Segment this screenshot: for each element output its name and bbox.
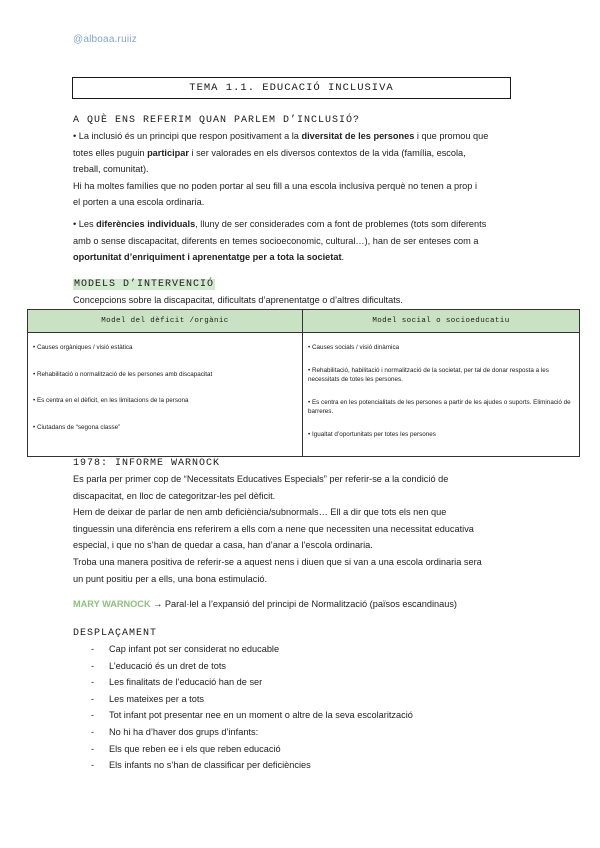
inclusion-line-1 (73, 128, 488, 145)
models-table (27, 309, 580, 457)
list-item: - Cap infant pot ser considerat no educable (91, 641, 413, 658)
displacement-heading: DESPLAÇAMENT (73, 628, 158, 639)
warnock-paragraph (73, 471, 482, 587)
inclusion-line-2 (73, 145, 488, 162)
deficit-item: • Causes orgàniques / visió estàtica (33, 344, 133, 351)
differences-line-1 (73, 216, 486, 233)
families-line-1: Hi ha moltes famílies que no poden portar al seu fill a una escola inclusiva perquè no tenen a prop i (73, 180, 477, 191)
inclusion-line-3: treball, comunitat). (73, 164, 149, 175)
section-heading-inclusio: A QUÈ ENS REFERIM QUAN PARLEM D’INCLUSIÓ? (73, 115, 361, 126)
list-item: - Els infants no s’han de classificar per deficiències (91, 757, 413, 774)
warnock-line: discapacitat, en lloc de categoritzar-les pel dèficit. (73, 490, 276, 501)
text-run: i ser valorades en els diversos contextos de la vida (família, escola, (188, 147, 466, 158)
bold-text: oportunitat d’enriquiment i aprenentatge per a tota la societat (73, 252, 342, 263)
social-item: • Causes socials / visió dinàmica (308, 344, 400, 351)
text-run: . (341, 252, 345, 263)
deficit-item: • Ciutadans de “segona classe” (33, 423, 121, 431)
warnock-line: Es parla per primer cop de “Necessitats Educatives Especials” per referir-se a la condició de (73, 474, 449, 484)
warnock-line: especial, i que no s’han de quedar a casa, han d’anar a l’escola ordinaria. (73, 540, 373, 551)
bold-text: diferències individuals (96, 219, 196, 229)
page-title: TEMA 1.1. EDUCACIÓ INCLUSIVA (72, 77, 511, 99)
text-run: i que promou que (414, 131, 489, 141)
deficit-item: • Rehabilitació o normalització de les persones amb discapacitat (33, 370, 213, 378)
text-run: , lluny de ser considerades com a font de problemes (tots som diferents (195, 219, 487, 229)
bold-text: participar (147, 147, 189, 158)
social-model-cell (303, 333, 580, 457)
inclusion-paragraph (73, 128, 488, 211)
warnock-line: Troba una manera positiva de referir-se a aquest nens i diuen que si van a una escola ordinaria sera (73, 556, 482, 567)
warnock-heading: 1978: INFORME WARNOCK (73, 458, 221, 469)
list-item: - Les finalitats de l’educació han de ser (91, 674, 413, 691)
deficit-model-cell (28, 333, 303, 457)
warnock-line: tinguessin una diferència ens referirem a ells com a nene que necessiten una necessitat educativa (73, 523, 474, 534)
list-item: - Tot infant pot presentar nee en un moment o altre de la seva escolarització (91, 707, 413, 724)
text-run: totes elles puguin (73, 147, 148, 158)
differences-line-2: amb o sense discapacitat, diferents en temes socioeconomic, cultural…), han de ser enteses com a (73, 235, 479, 246)
mary-warnock-name: MARY WARNOCK (73, 599, 151, 609)
list-item: - Els que reben ee i els que reben educació (91, 741, 413, 758)
models-intro: Concepcions sobre la discapacitat, dificultats d’aprenentatge o d’altres dificultats. (73, 295, 403, 305)
social-model-header: Model social o socioeducatiu (303, 310, 580, 333)
families-line-2: el porten a una escola ordinaria. (73, 197, 205, 208)
deficit-item: • Es centra en el dèficit, en les limitacions de la persona (33, 397, 189, 404)
social-item: • Igualtat d’oportunitats per totes les persones (308, 430, 436, 438)
warnock-line: un punt positiu per a ells, una bona estimulació. (73, 573, 268, 584)
models-heading (73, 279, 215, 290)
models-heading-text: MODELS D’INTERVENCIÓ (74, 279, 215, 290)
displacement-list-wrap (91, 641, 413, 774)
social-item: • Es centra en les potencialitats de les persones a partir de les ajudes o suports. Eliminació de barreres. (308, 398, 571, 415)
text-run: • Les (73, 219, 97, 229)
deficit-model-header: Model del dèficit /orgànic (28, 310, 303, 333)
displacement-list (91, 641, 413, 774)
list-item: - No hi ha d’haver dos grups d’infants: (91, 724, 413, 741)
list-item: - Les mateixes per a tots (91, 691, 413, 708)
warnock-line: Hem de deixar de parlar de nen amb deficiència/subnormals… Ell a dir que tots els nen que (73, 507, 447, 518)
social-item: • Rehabilitació, habilitació i normalització de la societat, per tal de donar resposta a les necessitats de totes les persones. (308, 366, 549, 383)
list-item: - L’educació és un dret de tots (91, 658, 413, 675)
differences-paragraph (73, 216, 486, 266)
mary-warnock-line (73, 596, 457, 613)
author-handle: @alboaa.ruiiz (73, 34, 137, 45)
mary-warnock-text: → Paral·lel a l’expansió del principi de Normalització (països escandinaus) (150, 599, 457, 609)
bold-text: diversitat de les persones (301, 131, 415, 141)
differences-line-3 (73, 249, 486, 266)
text-run: • La inclusió és un principi que respon positivament a la (73, 131, 302, 141)
